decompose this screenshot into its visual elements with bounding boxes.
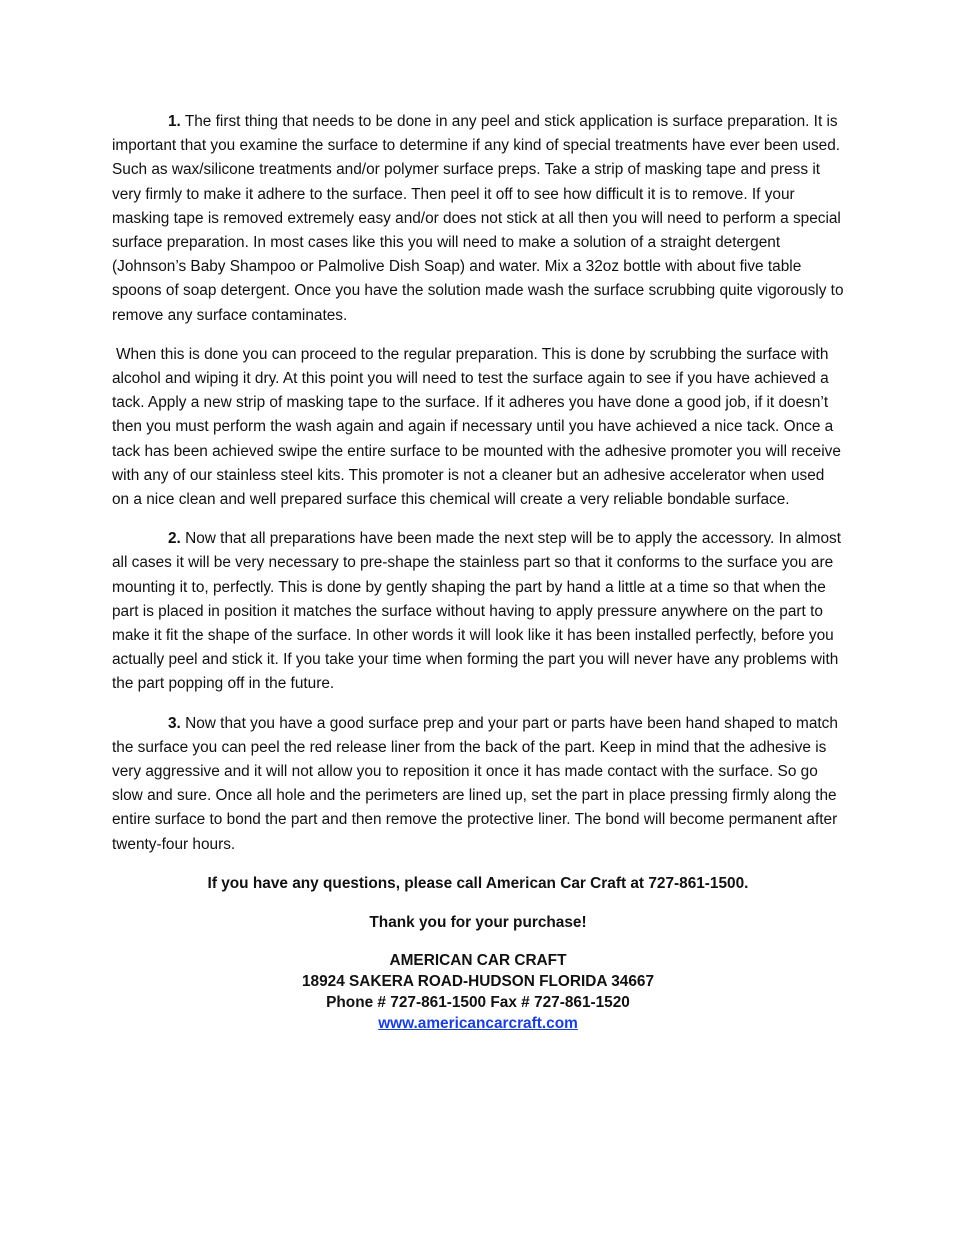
company-name: AMERICAN CAR CRAFT (389, 952, 567, 970)
step-1-paragraph (112, 110, 844, 328)
company-phone-fax: Phone # 727-861-1500 Fax # 727-861-1520 (326, 994, 630, 1012)
company-website-link[interactable]: www.americancarcraft.com (378, 1015, 578, 1033)
questions-line: If you have any questions, please call American Car Craft at 727-861-1500. (207, 874, 749, 892)
step-2-text: Now that all preparations have been made the next step will be to apply the accessory. In almost all cases it will be very necessary to pre-shape the stainless part so that it conforms to the surface you are mounting it to, perfectly. This is done by gently shaping the part by hand a little at a time so that when the part is placed in position it matches the surface without having to apply pressure anywhere on the part to make it fit the shape of the surface. In other words it will look like it has been installed perfectly, before you actually peel and stick it. If you take your time when forming the part you will never have any problems with the part popping off in the future. (112, 530, 842, 693)
step-3-text: Now that you have a good surface prep and your part or parts have been hand shaped to match the surface you can peel the red release liner from the back of the part. Keep in mind that the adhesive is very aggressive and it will not allow you to reposition it once it has made contact with the surface. So go slow and sure. Once all hole and the perimeters are lined up, set the part in place pressing firmly along the entire surface to bond the part and then remove the protective liner. The bond will become permanent after twenty-four hours. (112, 714, 838, 853)
step-2-paragraph (112, 527, 844, 696)
company-address: 18924 SAKERA ROAD-HUDSON FLORIDA 34667 (301, 973, 655, 991)
step-1-continued-paragraph: When this is done you can proceed to the regular preparation. This is done by scrubbing the surface with alcohol and wiping it dry. At this point you will need to test the surface again to see if you have achieved a tack. Apply a new strip of masking tape to the surface. If it adheres you have done a good job, if it doesn’t then you must perform the wash again and again if necessary until you have achieved a nice tack. Once a tack has been achieved swipe the entire surface to be mounted with the adhesive promoter you will receive with any of our stainless steel kits. This promoter is not a cleaner but an adhesive accelerator when used on a nice clean and well prepared surface this chemical will create a very reliable bondable surface. (112, 345, 841, 509)
step-2-number: 2. (168, 530, 181, 548)
document-page (112, 110, 844, 1034)
step-3-number: 3. (168, 714, 181, 732)
step-1-number: 1. (168, 113, 181, 130)
step-1-text: The first thing that needs to be done in any peel and stick application is surface preparation. It is important that you examine the surface to determine if any kind of special treatments have ever been used. Such as wax/silicone treatments and/or polymer surface preps. Take a strip of masking tape and press it very firmly to make it adhere to the surface. Then peel it off to see how difficult it is to remove. If your masking tape is removed extremely easy and/or does not stick at all then you will need to perform a special surface preparation. In most cases like this you will need to make a solution of a straight detergent (Johnson’s Baby Shampoo or Palmolive Dish Soap) and water. Mix a 32oz bottle with about five table spoons of soap detergent. Once you have the solution made wash the surface scrubbing quite vigorously to remove any surface contaminates. (112, 113, 844, 324)
thank-you-line: Thank you for your purchase! (369, 914, 587, 932)
company-contact-block (112, 950, 844, 1034)
step-3-paragraph (112, 712, 844, 857)
